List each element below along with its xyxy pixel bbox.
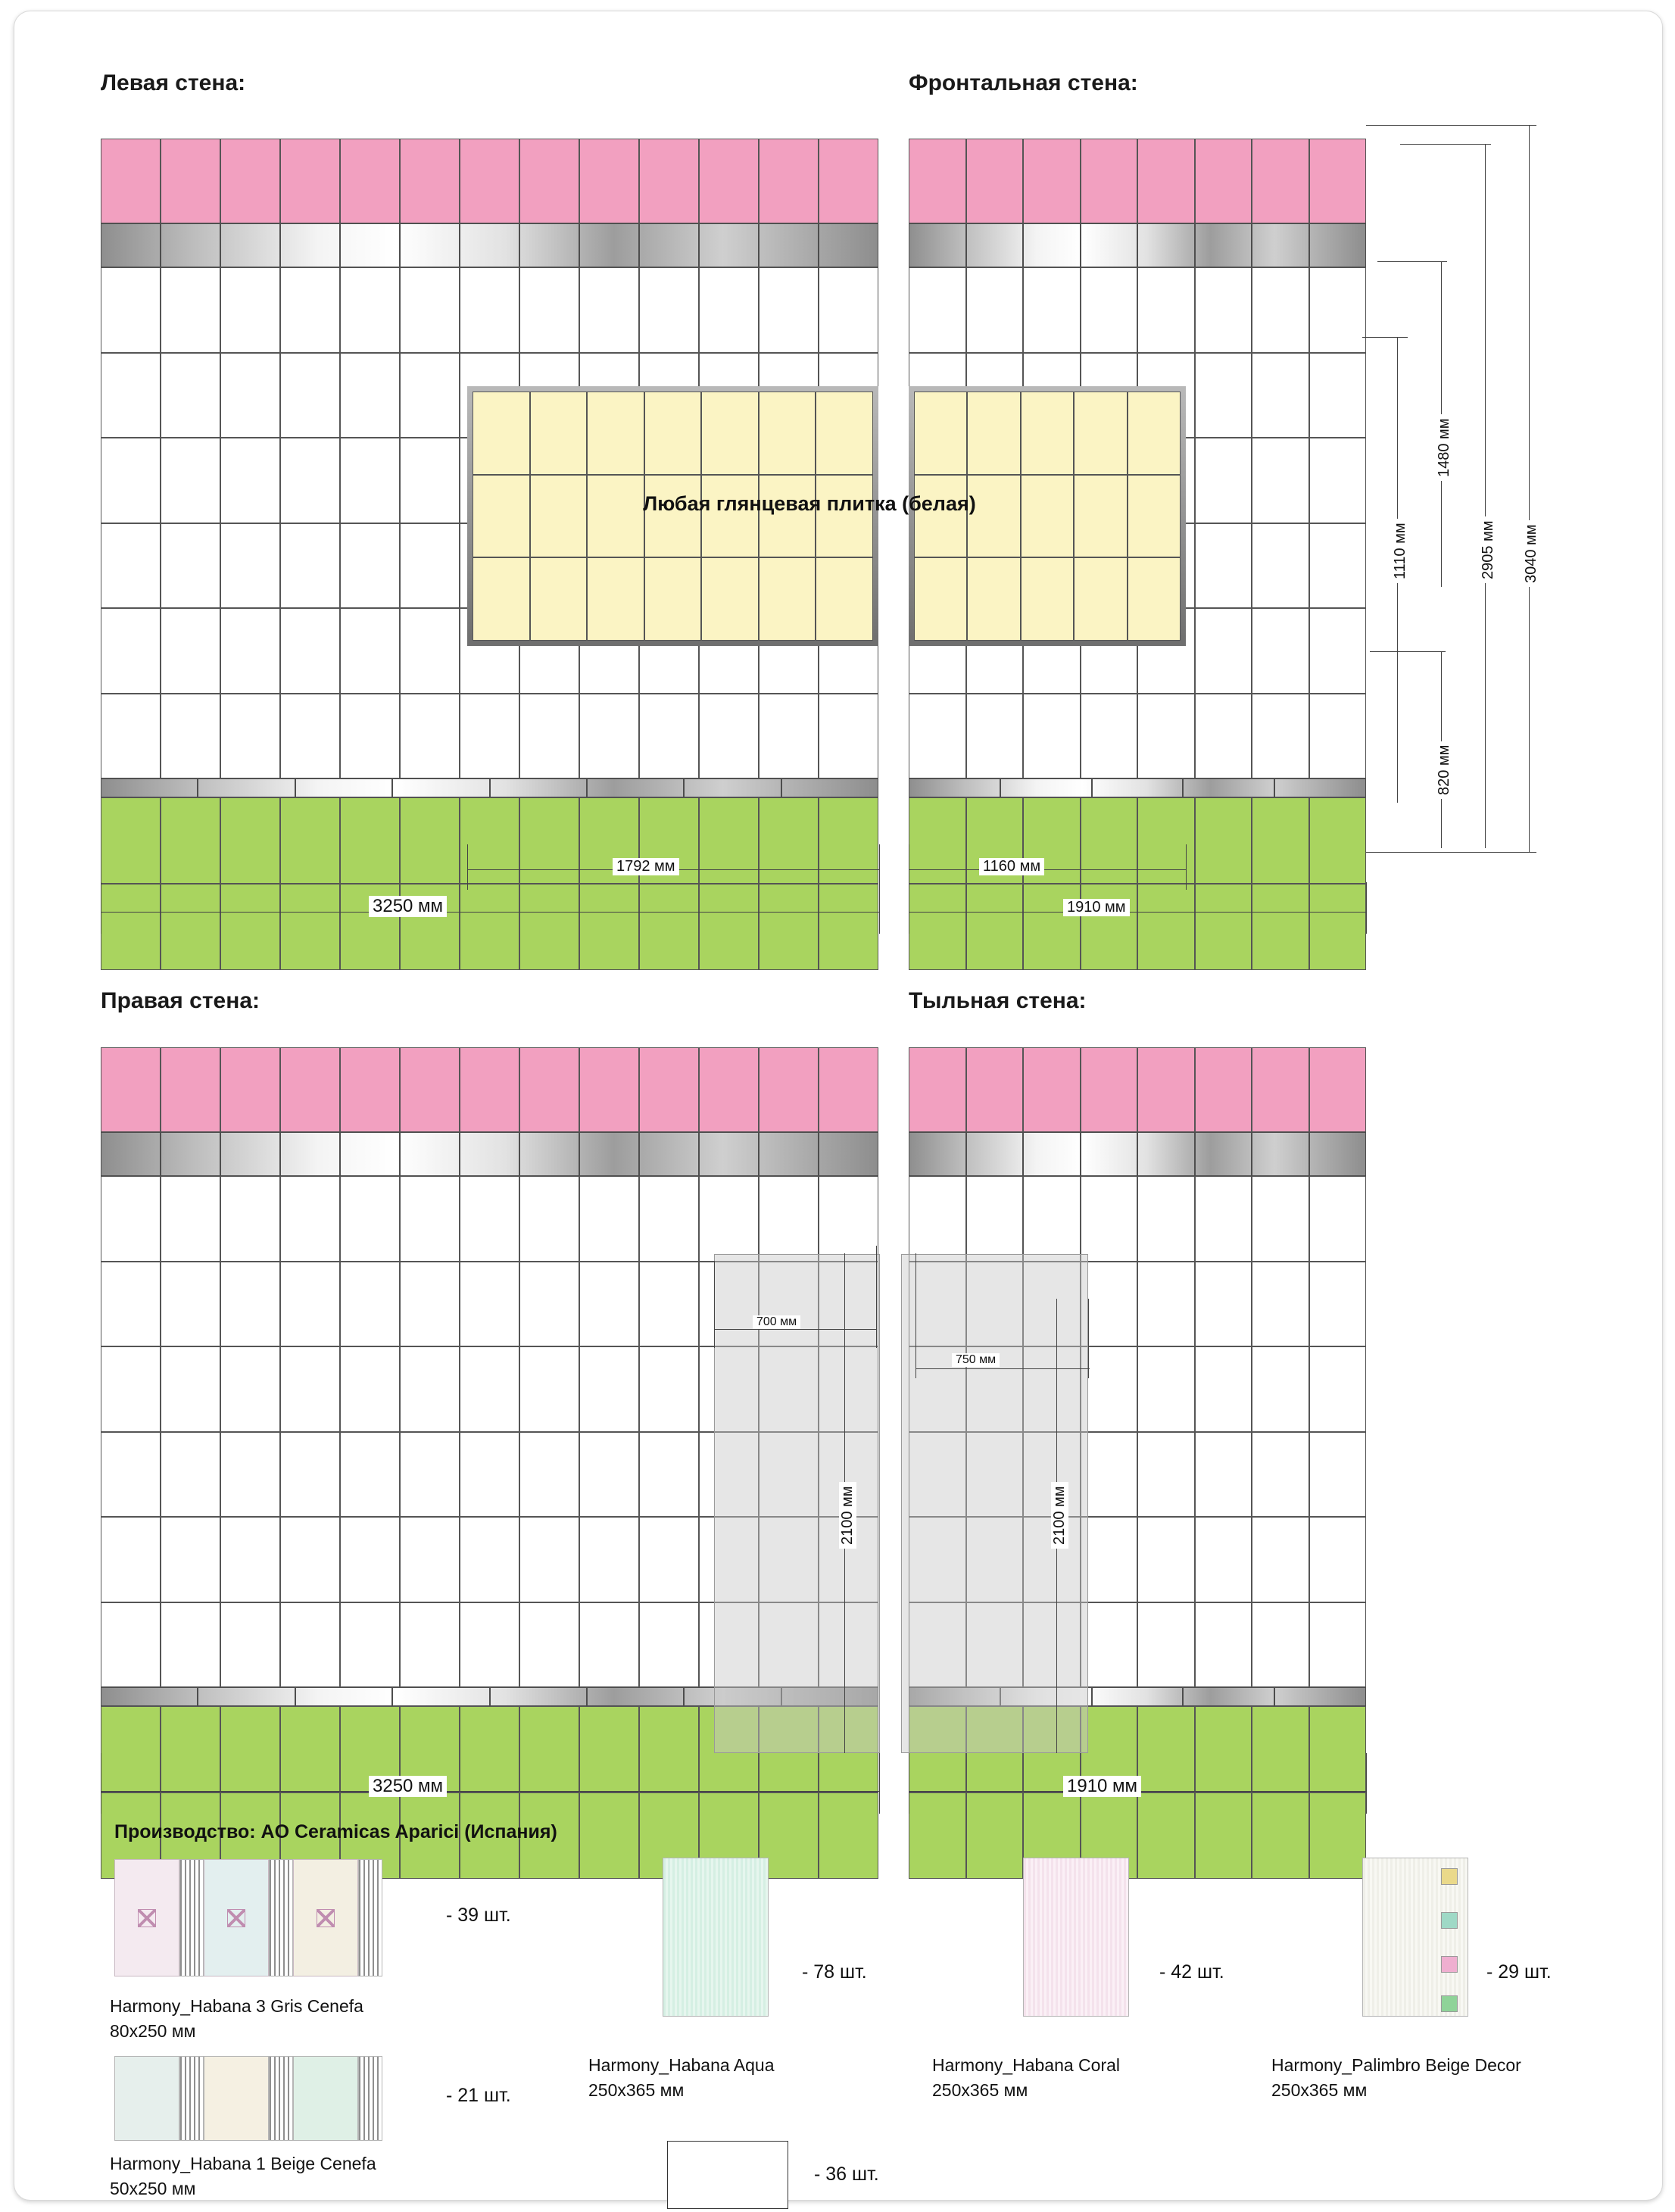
legend-size-2: 250x365 мм (588, 2080, 685, 2100)
legend-swatch-gris-b (204, 1859, 269, 1976)
back-wall-title: Тыльная стена: (909, 988, 1087, 1013)
dim-total-bottom-ext (1366, 852, 1536, 853)
legend-swatch-beige-stripes-a (179, 2056, 204, 2141)
dim-right-door-height-text: 2100 мм (839, 1482, 856, 1549)
dim-front-width-text: 1910 мм (1063, 899, 1130, 916)
back-cenefa-band (909, 1132, 1366, 1176)
dim-right-door-w-tick1 (714, 1261, 715, 1348)
dim-left-width-line (101, 912, 880, 913)
legend-count-4: - 29 шт. (1486, 1961, 1552, 1983)
legend-size-0: 80x250 мм (110, 2021, 196, 2041)
right-cenefa-band (101, 1132, 878, 1176)
legend-swatch-beige-a (114, 2056, 179, 2141)
dim-base-text: 820 мм (1436, 741, 1453, 799)
dim-front-width-tick2 (1366, 882, 1367, 934)
legend-caption-2: Harmony_Habana Aqua (588, 2055, 775, 2075)
dim-total-top-ext (1366, 125, 1536, 126)
dim-back-width-text: 1910 мм (1063, 1776, 1141, 1797)
dim-lowmid-top-ext (1362, 337, 1408, 338)
legend-swatch-gris-a (114, 1859, 179, 1976)
dim-right-door-w-tick2 (876, 1246, 877, 1348)
dim-total-line (1529, 125, 1530, 852)
legend-count-1: - 21 шт. (446, 2085, 511, 2106)
dim-left-width-text: 3250 мм (369, 896, 447, 917)
legend-swatch-coral (1023, 1858, 1129, 2017)
left-wall-title: Левая стена: (101, 70, 246, 95)
sheet (14, 11, 1663, 2201)
legend-size-1: 50x250 мм (110, 2179, 196, 2198)
front-wall-elevation (909, 139, 1366, 843)
dim-left-inner-text: 1792 мм (613, 858, 679, 875)
legend-swatch-gris-c (293, 1859, 358, 1976)
dim-front-inner-tick2 (1186, 844, 1187, 890)
dim-back-door-height-text: 2100 мм (1051, 1482, 1068, 1549)
legend-caption-1: Harmony_Habana 1 Beige Cenefa (110, 2154, 376, 2173)
dim-lowmid-text: 1110 мм (1392, 519, 1409, 583)
dim-mid-top-ext (1377, 261, 1447, 262)
front-wall-title: Фронтальная стена: (909, 70, 1138, 95)
front-glossy-panel (909, 386, 1186, 646)
dim-upper-line (1485, 144, 1486, 848)
legend-swatch-aqua (663, 1858, 769, 2017)
left-cenefa-band (101, 223, 878, 267)
legend-swatch-white (667, 2141, 788, 2209)
front-lower-cenefa-band (909, 778, 1366, 797)
legend-decor-dot-aqua (1441, 1912, 1458, 1929)
front-pink-band (909, 139, 1366, 223)
legend-count-2: - 78 шт. (802, 1961, 867, 1983)
legend-caption-0: Harmony_Habana 3 Gris Cenefa (110, 1996, 363, 2016)
dim-base-top-ext (1370, 651, 1446, 652)
dim-upper-text: 2905 мм (1480, 516, 1497, 583)
legend-decor-dot-yellow (1441, 1868, 1458, 1885)
dim-right-door-width-line (714, 1329, 876, 1330)
left-glossy-panel (467, 386, 878, 646)
legend-size-4: 250x365 мм (1271, 2080, 1368, 2100)
glossy-tile-note: Любая глянцевая плитка (белая) (643, 492, 976, 515)
dim-back-door-w-tick2 (1088, 1299, 1089, 1378)
legend-decor-dot-green (1441, 1995, 1458, 2012)
dim-right-width-text: 3250 мм (369, 1776, 447, 1797)
dim-back-width-tick2 (1366, 1753, 1367, 1814)
front-cenefa-band (909, 223, 1366, 267)
dim-front-width-line (909, 912, 1366, 913)
left-pink-band (101, 139, 878, 223)
dim-front-inner-text: 1160 мм (979, 858, 1044, 875)
dim-back-door-w-tick1 (915, 1253, 916, 1378)
legend-count-5: - 36 шт. (814, 2164, 879, 2185)
dim-left-inner-tick1 (467, 844, 468, 890)
left-green-base (101, 797, 878, 970)
dim-total-text: 3040 мм (1523, 520, 1540, 587)
left-wall-elevation (101, 139, 878, 843)
dim-right-width-line (101, 1791, 880, 1792)
legend-caption-3: Harmony_Habana Coral (932, 2055, 1121, 2075)
legend-decor-dot-pink (1441, 1956, 1458, 1973)
left-lower-cenefa-band (101, 778, 878, 797)
legend-swatch-gris-stripes-a (179, 1859, 204, 1976)
dim-upper-top-ext (1400, 144, 1491, 145)
legend-swatch-gris-stripes-b (269, 1859, 293, 1976)
dim-right-width-tick2 (879, 1753, 880, 1814)
legend-swatch-beige-b (204, 2056, 269, 2141)
dim-mid-text: 1480 мм (1436, 414, 1453, 481)
back-pink-band (909, 1047, 1366, 1132)
legend-count-3: - 42 шт. (1159, 1961, 1224, 1983)
right-pink-band (101, 1047, 878, 1132)
legend-swatch-beige-stripes-b (269, 2056, 293, 2141)
legend-size-3: 250x365 мм (932, 2080, 1028, 2100)
legend-caption-4: Harmony_Palimbro Beige Decor (1271, 2055, 1521, 2075)
legend-swatch-gris-stripes-c (358, 1859, 382, 1976)
dim-back-door-width-line (915, 1368, 1090, 1369)
right-wall-title: Правая стена: (101, 988, 260, 1013)
dim-front-inner-line (909, 869, 1187, 870)
legend-swatch-beige-c (293, 2056, 358, 2141)
legend-count-0: - 39 шт. (446, 1905, 511, 1926)
dim-right-door-width-text: 700 мм (753, 1315, 800, 1329)
dim-left-width-tick2 (879, 882, 880, 934)
back-wall-elevation (909, 1047, 1366, 1752)
dim-back-door-width-text: 750 мм (952, 1353, 1000, 1367)
legend-title: Производство: AO Ceramicas Aparici (Испания) (114, 1821, 557, 1842)
right-wall-elevation (101, 1047, 878, 1752)
front-green-base (909, 797, 1366, 970)
legend-swatch-beige-stripes-c (358, 2056, 382, 2141)
